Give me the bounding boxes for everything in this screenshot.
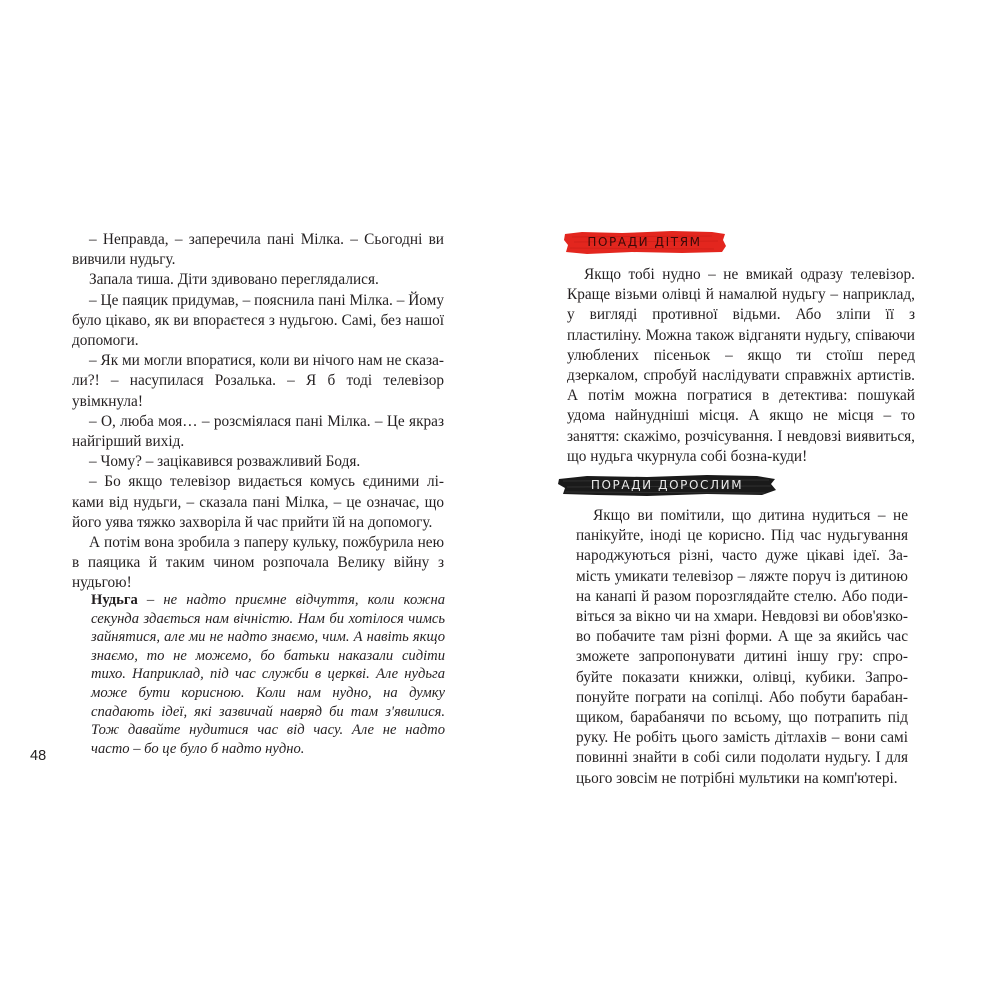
left-page-text xyxy=(72,230,444,594)
paragraph: – Чому? – зацікавився розважливий Бодя. xyxy=(89,453,361,471)
definition-text: – не надто приємне відчуття, коли кожна секунда здається нам вічністю. Нам би хотілося чимсь зайнятися, але ми не надто знаємо, чим. А навіть якщо знаємо, то не можемо, бо батьки наказали сидіти тихо. Наприклад, під час служби в церкві. Але нудьга може бути корисною. Коли нам нудно, на думку спадають ідеї, які зазвичай навряд би там з'явилися. Тож давайте нудитися час від часу. Але не надто часто – бо це було б надто нудно. xyxy=(91,592,445,757)
paragraph: – Бо якщо телевізор видається комусь єдиними ліками від нудьги, – сказала пані Мілка, – це означає, що його уява тяжко захворіла й час прийти їй на допомогу. xyxy=(72,473,444,531)
paragraph: – Як ми могли впоратися, коли ви нічого нам не сказали?! – насупилася Розалька. – Я б тоді телевізор увімкнула! xyxy=(72,352,444,410)
definition-note xyxy=(91,591,445,758)
kids-tips-heading xyxy=(562,228,727,256)
kids-tips-heading-label: ПОРАДИ ДІТЯМ xyxy=(587,235,702,249)
adults-tips-text: Якщо ви помітили, що дитина нудиться – не панікуйте, іноді це корисно. Під час нудьгування народжуються різні, часто дуже цікаві ідеї. Замість умикати телевізор – ляжте поруч із дитиною на канапі й разом порозглядайте стелю. Або подивіться за вікно чи на хмари. Невдовзі ви обов'язково побачите там різні форми. А ще за якийсь час зможете запропонувати дитині іншу гру: спробуйте показати книжки, олівці, кубики. Запропонуйте пограти на сопілці. Або побути барабанщиком, барабанячи по всьому, що потрапить під руку. Не робіть цього замість дітлахів – вони самі повинні знайти в собі сили подолати нудьгу. І для цього зовсім не потрібні мультики на комп'ютері. xyxy=(576,507,908,787)
kids-tips-text-block xyxy=(567,265,915,467)
adults-tips-heading-label: ПОРАДИ ДОРОСЛИМ xyxy=(590,478,744,492)
kids-tips-text: Якщо тобі нудно – не вмикай одразу телевізор. Краще візьми олівці й намалюй нудьгу – наприклад, у вигляді противної відьми. Або зліпи її з пластиліну. Можна також відганяти нудьгу, співаючи улюблених пісеньок – якщо ти стоїш перед дзеркалом, спробуй наслідувати справжніх артистів. А потім можна погратися в детектива: пошукай удома найнудніші місця. А якщо не місця – то заняття: скажімо, розчісування. І невдовзі виявиться, що нудьга чкурнула собі бозна-куди! xyxy=(567,266,915,465)
page-number: 48 xyxy=(30,748,47,764)
adults-tips-heading xyxy=(557,471,777,499)
paragraph: Запала тиша. Діти здивовано переглядалися. xyxy=(89,271,379,289)
paragraph: – Неправда, – заперечила пані Мілка. – Сьогодні ви вивчили нудьгу. xyxy=(72,231,444,269)
definition-term: Нудьга xyxy=(91,592,138,608)
paragraph: А потім вона зробила з паперу кульку, пожбурила нею в паяцика й таким чином розпочала Велику війну з нудьгою! xyxy=(72,534,444,592)
paragraph: – Це паяцик придумав, – пояснила пані Мілка. – Йому було цікаво, як ви впораєтеся з нудьгою. Самі, без нашої допомоги. xyxy=(72,291,444,350)
adults-tips-text-block xyxy=(576,506,908,789)
paragraph: – О, люба моя… – розсміялася пані Мілка. – Це якраз найгірший вихід. xyxy=(72,412,444,451)
